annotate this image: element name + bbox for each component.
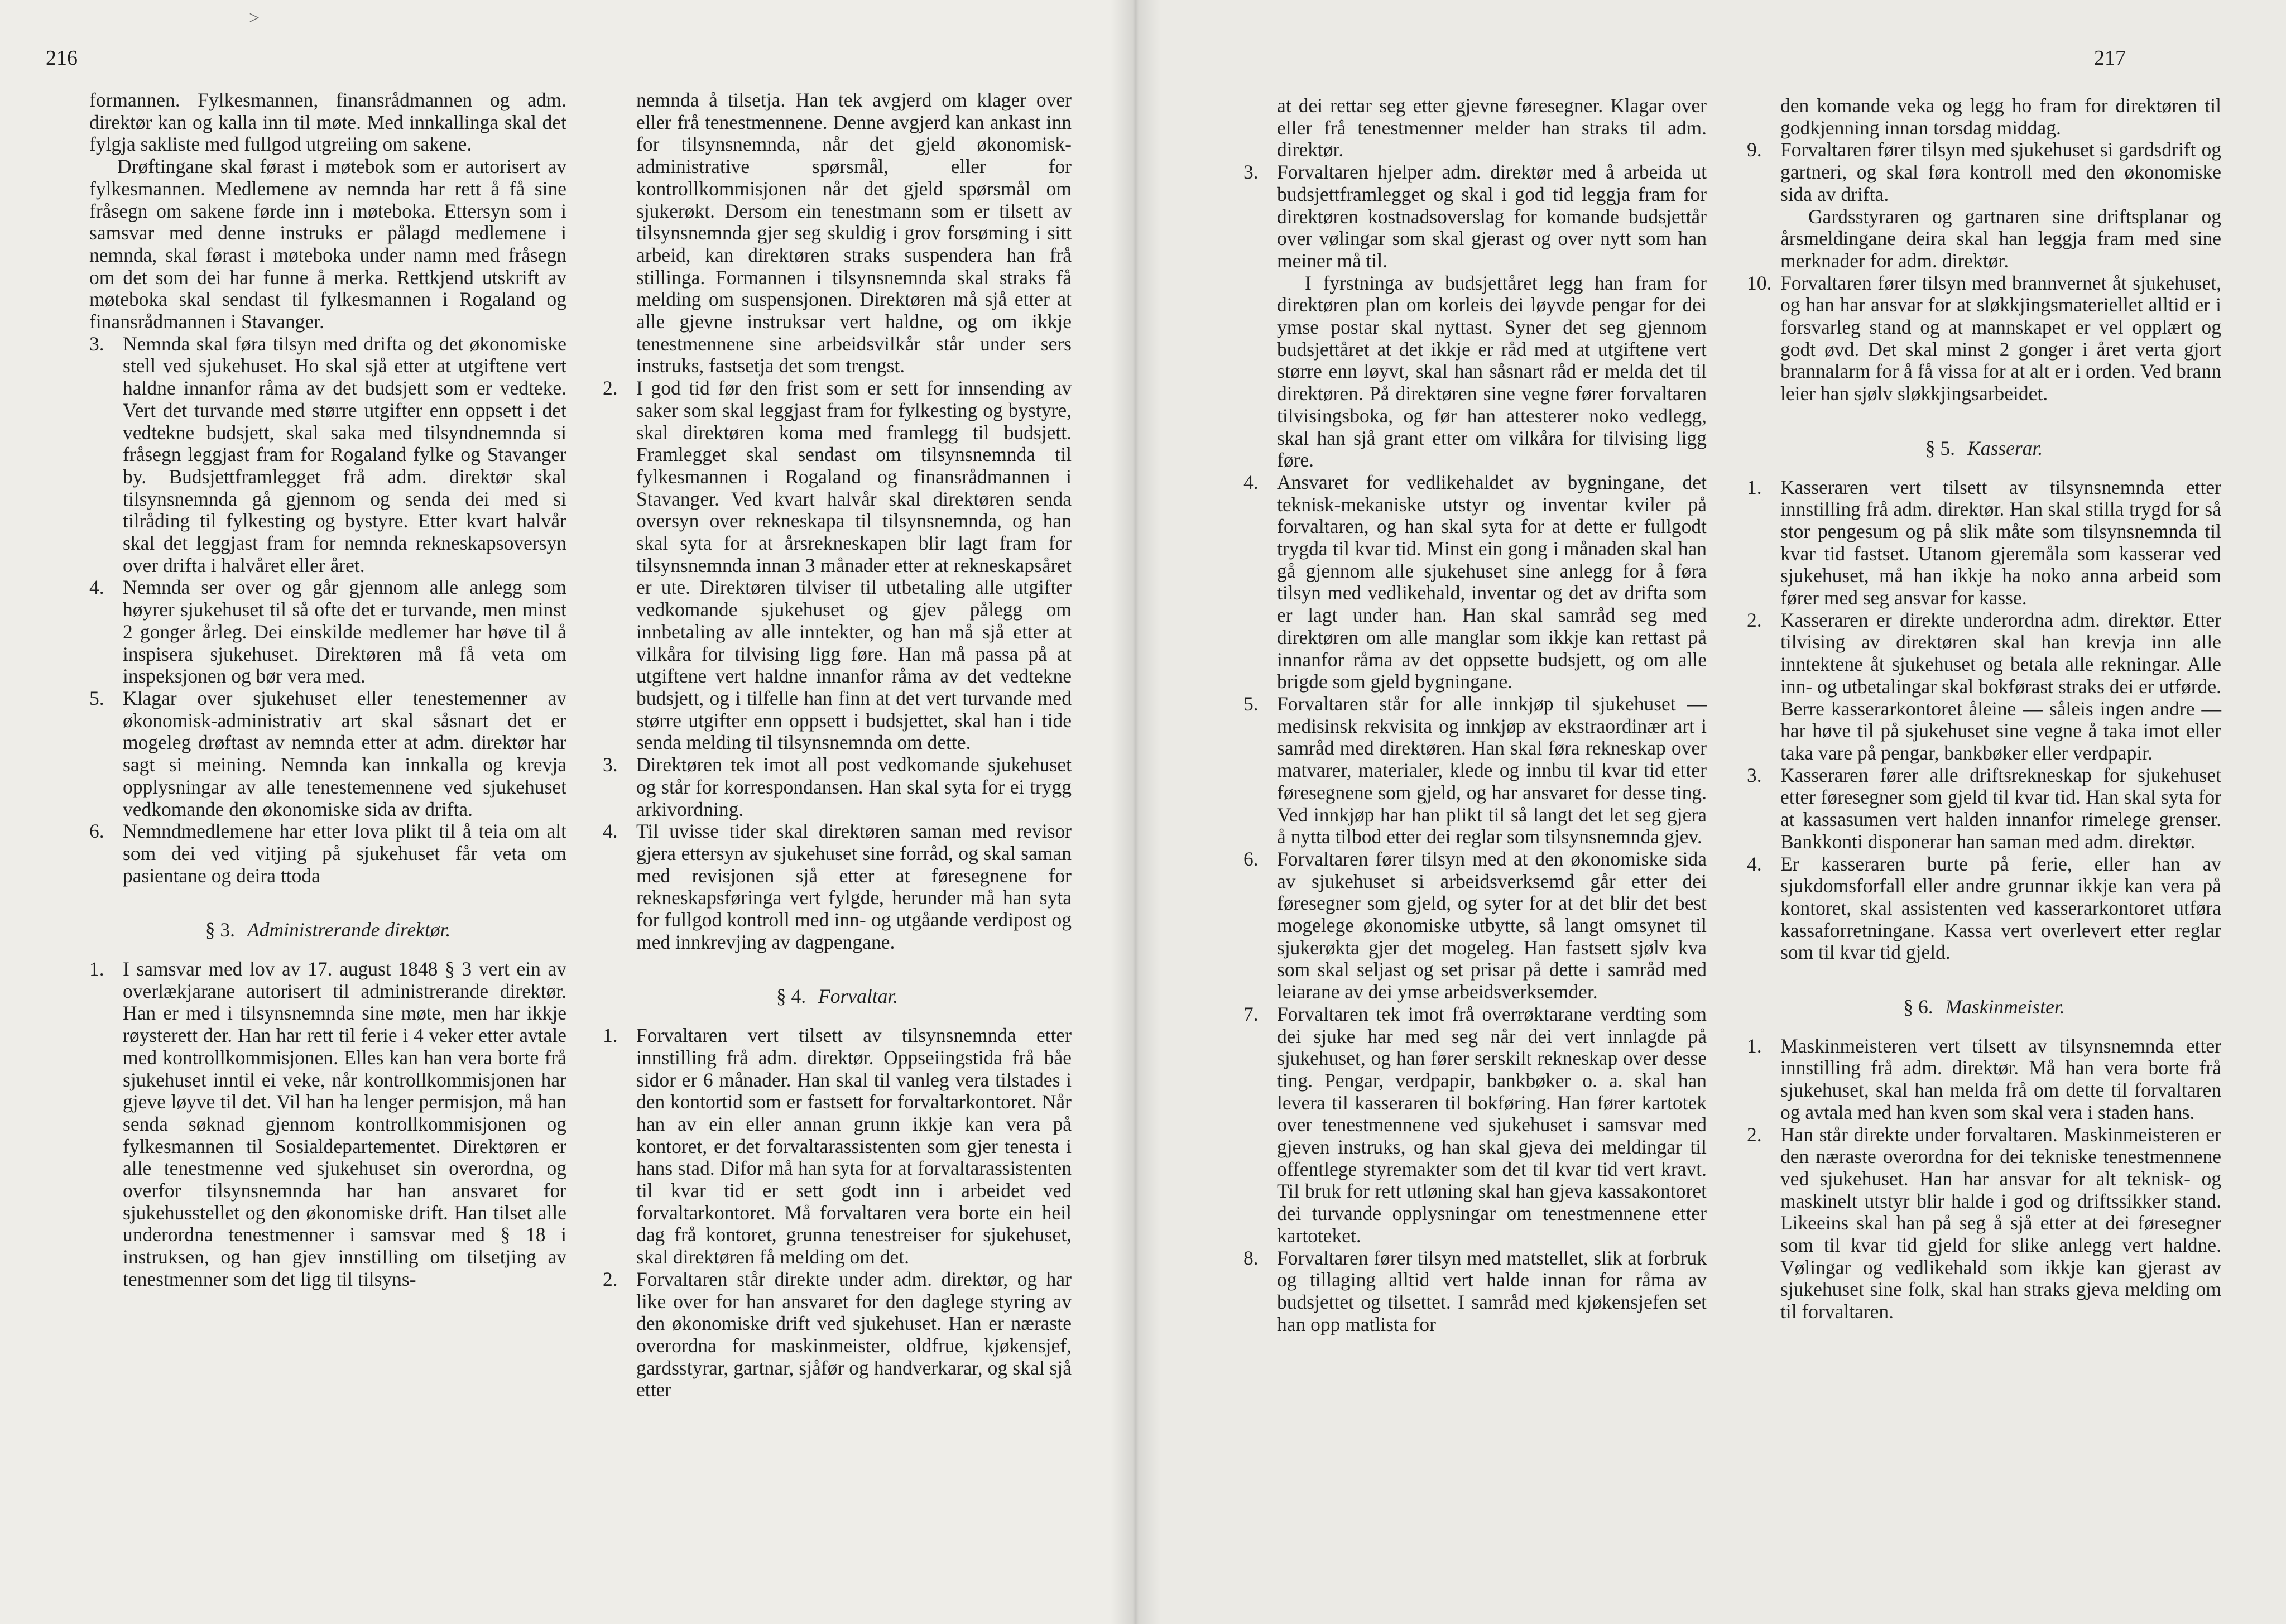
list-item bbox=[603, 377, 1072, 754]
item-number: 1. bbox=[1747, 1034, 1762, 1057]
item-text: Han står direkte under forvaltaren. Maskinmeisteren er den næraste overordna for dei tekniske tenestmennene ved sjukehuset. Han har ansvar for alt teknisk- og maskinelt utstyr blir halde i god og driftssikker stand. Likeeins skal han på seg å sjå etter at dei føresegner som til kvar tid gjeld for slike anlegg vert haldne. Vølingar og vedlikehald som ikkje kan gjerast av sjukehuset sine folk, skal han straks gjeva melding om til forvaltaren. bbox=[1780, 1123, 2221, 1323]
item-number: 1. bbox=[603, 1024, 618, 1047]
list-item bbox=[1747, 139, 2221, 272]
left-page-column-1 bbox=[89, 89, 566, 1291]
item-number: 6. bbox=[89, 820, 104, 843]
list-item bbox=[1243, 161, 1707, 472]
item-number: 4. bbox=[603, 820, 618, 843]
paragraph: Drøftingane skal førast i møtebok som er autorisert av fylkesmannen. Medlemene av nemnda har rett å få sine fråsegn om sakene førde inn i møteboka. Ettersyn som i samsvar med denne instruks er pålagd medlemene i nemnda, skal førast i møteboka under namn med fråsegn om det som dei har funne å merka. Rettkjend utskrift av møteboka skal sendast til fylkesmannen i Rogaland og finansrådmannen i Stavanger. bbox=[89, 155, 566, 333]
item-text: Nemnda ser over og går gjennom alle anlegg som høyrer sjukehuset til så ofte det er turvande, men minst 2 gonger årleg. Dei einskilde medlemer har høve til å inspisera sjukehuset. Direktøren må få veta om inspeksjonen og bør vera med. bbox=[123, 576, 566, 688]
item-number: 4. bbox=[89, 576, 104, 599]
item-number: 3. bbox=[1747, 763, 1762, 786]
margin-mark: > bbox=[249, 8, 260, 28]
item-number: 4. bbox=[1243, 470, 1259, 493]
item-text: Direktøren tek imot all post vedkomande sjukehuset og står for korrespondansen. Han skal syta for ei trygg arkivordning. bbox=[636, 753, 1072, 820]
item-number: 9. bbox=[1747, 138, 1762, 161]
list-item bbox=[1747, 1035, 2221, 1124]
item-text: Forvaltaren fører tilsyn med brannvernet åt sjukehuset, og han har ansvar for at sløkkjingsmateriellet alltid er i forsvarleg stand og at mannskapet er vel opplært og godt øvd. Det skal minst 2 gonger i året verta gjort brannalarm for å få vissa for at alt er i orden. Ved brann leier han sjølv sløkkjingsarbeidet. bbox=[1780, 271, 2221, 405]
paragraph: den komande veka og legg ho fram for direktøren til godkjenning innan torsdag middag. bbox=[1780, 94, 2221, 139]
item-text: Forvaltaren fører tilsyn med at den økonomiske sida av sjukehuset si arbeidsverksemd går etter dei føresegner som gjeld, og syter for at det blir det best mogelege økonomiske utbytte, så langt omsynet til sjukerøkta gjer det mogeleg. Han fastsett sjølv kva som skal seljast og set prisar på dette i samråd med leiarane av dei ymse arbeidsverksemder. bbox=[1277, 847, 1707, 1003]
item-text: Nemndmedlemene har etter lova plikt til å teia om alt som dei ved vitjing på sjukehuset får veta om pasientane og deira ttoda bbox=[123, 820, 566, 887]
item-text: I samsvar med lov av 17. august 1848 § 3 vert ein av overlækjarane autorisert til administrerande direktør. Han er med i tilsynsnemnda sine møte, men har ikkje røysterett der. Han har rett til ferie i 4 veker etter avtale med kontrollkommisjonen. Elles kan han vera borte frå sjukehuset inntil ei veke, når kontrollkommisjonen har gjeve løyve til det. Vil han ha lenger permisjon, må han senda søknad gjennom kontrollkommisjonen og fylkesmannen til Sosialdepartementet. Direktøren er alle tenestmenne ved sjukehuset sin overordna, og overfor tilsynsnemnda har han ansvaret for sjukehusstellet og den økonomiske drift. Han tilset alle underordna tenestmenner i samsvar med § 18 i instruksen, og han gjev innstilling om tilsetjing av tenestmenner som det ligg til tilsyns- bbox=[123, 958, 566, 1290]
list-item bbox=[89, 688, 566, 820]
left-page bbox=[0, 0, 1133, 1624]
page-number-left: 216 bbox=[46, 46, 78, 70]
section-title: Administrerande direktør. bbox=[247, 919, 451, 941]
list-item bbox=[89, 333, 566, 577]
section-heading bbox=[89, 919, 566, 941]
right-page-column-2 bbox=[1747, 95, 2221, 1323]
item-text: Forvaltaren fører tilsyn med sjukehuset si gardsdrift og gartneri, og skal føra kontroll med den økonomiske sida av drifta. bbox=[1780, 138, 2221, 205]
item-text: I fyrstninga av budsjettåret legg han fram for direktøren plan om korleis dei løyvde pengar for dei ymse postar skal nyttast. Syner det seg gjennom budsjettåret at det ikkje er råd med at utgiftene vert større enn løyvt, skal han såsnart råd er melda det til direktøren. På direktøren sine vegne fører forvaltaren tilvisingsboka, og før han attesterer noko vedlegg, skal han sjå grant etter om vilkåra for tilvising ligg føre. bbox=[1277, 271, 1707, 472]
item-text: Kasseraren fører alle driftsrekneskap for sjukehuset etter føresegner som gjeld til kvar tid. Han skal syta for at kassasumen vert halden innanfor rimelege grenser. Bankkonti disponerar han saman med adm. direktør. bbox=[1780, 763, 2221, 853]
item-text: Kasseraren vert tilsett av tilsynsnemnda etter innstilling frå adm. direktør. Han skal stilla trygd for så stor pengesum og på slik måte som tilsynsnemnda til kvar tid fastset. Utanom gjeremåla som kasserar ved sjukehuset, må han ikkje ha noko anna arbeid som fører med seg ansvar for kasse. bbox=[1780, 475, 2221, 609]
list-item bbox=[1747, 609, 2221, 765]
list-item bbox=[1747, 272, 2221, 405]
list-item bbox=[1243, 1247, 1707, 1336]
item-text: Forvaltaren vert tilsett av tilsynsnemnda etter innstilling frå adm. direktør. Oppseiingstida frå båe sidor er 6 månader. Han skal til vanleg vera tilstades i den kontortid som er fastsett for forvaltarkontoret. Når han av ein eller annan grunn ikkje kan vera på kontoret, er det forvaltarassistenten som gjer tenesta i hans stad. Difor må han syta for at forvaltarassistenten til kvar tid er sett godt inn i arbeidet ved forvaltarkontoret. Må forvaltaren vera borte ein heil dag frå kontoret, grunna tenestreiser for sjukehuset, skal direktøren få melding om det. bbox=[636, 1024, 1072, 1269]
item-text: Forvaltaren tek imot frå overrøktarane verdting som dei sjuke har med seg når dei vert innlagde på sjukehuset, og han fører serskilt rekneskap over desse ting. Pengar, verdpapir, bankbøker o. a. skal han levera til kasseraren til bokføring. Han fører kartotek over tenestmennene ved sjukehuset i samsvar med gjeven instruks, og han skal gjeva dei meldingar til offentlege styremakter som det til kvar tid vert kravt. Til bruk for rett utløning skal han gjeva kassakontoret dei turvande opplysningar om tenestmennene etter kartoteket. bbox=[1277, 1002, 1707, 1247]
item-number: 5. bbox=[89, 686, 104, 709]
list-item bbox=[1243, 848, 1707, 1003]
item-text: Maskinmeisteren vert tilsett av tilsynsnemnda etter innstilling frå adm. direktør. Må han vera borte frå sjukehuset, skal han melda frå om dette til forvaltaren og avtala med han kven som skal vera i staden hans. bbox=[1780, 1034, 2221, 1123]
page-number-right: 217 bbox=[2094, 46, 2126, 70]
list-item bbox=[603, 754, 1072, 820]
section-number: § 6. bbox=[1903, 996, 1933, 1018]
item-number: 4. bbox=[1747, 852, 1762, 875]
item-text: Forvaltaren står for alle innkjøp til sjukehuset — medisinsk rekvisita og innkjøp av ekstraordinær art i samråd med direktøren. Han skal føra rekneskap over matvarer, materialer, klede og innbu til kvar tid etter føresegnene som gjeld, og har ansvaret for desse ting. Ved innkjøp har han plikt til så langt det let seg gjera å nytta tilbod etter dei reglar som tilsynsnemnda gjev. bbox=[1277, 692, 1707, 848]
item-number: 3. bbox=[1243, 161, 1259, 184]
item-text: Til uvisse tider skal direktøren saman med revisor gjera ettersyn av sjukehuset sine forråd, og skal saman med revisjonen sjå etter at føresegnene for rekneskapsføringa vert fylgde, herunder må han syta for fullgod kontroll med inn- og utgåande verdipost og med innkrevjing av dagpengane. bbox=[636, 820, 1072, 953]
list-item bbox=[89, 958, 566, 1291]
section-number: § 5. bbox=[1925, 436, 1956, 459]
item-text: Klagar over sjukehuset eller tenestemenner av økonomisk-administrativ art skal såsnart det er mogeleg drøftast av nemnda etter at adm. direktør har sagt si meining. Nemnda kan innkalla og krevja opplysningar av alle tenestemennene ved sjukehuset vedkomande den økonomiske sida av drifta. bbox=[123, 686, 566, 820]
section-title: Maskinmeister. bbox=[1945, 996, 2065, 1018]
list-item bbox=[1747, 853, 2221, 964]
item-text: Forvaltaren hjelper adm. direktør med å arbeida ut budsjettframlegget og skal i god tid leggja fram for direktøren kostnadsoverslag for komande budsjettår over vølingar som skal gjerast og over nytt som han meiner må til. bbox=[1277, 161, 1707, 272]
list-item bbox=[89, 576, 566, 688]
item-number: 2. bbox=[1747, 608, 1762, 631]
list-item bbox=[1243, 1003, 1707, 1247]
item-text: Kasseraren er direkte underordna adm. direktør. Etter tilvising av direktøren skal han krevja inn alle inntektene åt sjukehuset og betala alle rekningar. Alle inn- og utbetalingar skal bokførast straks dei er utførde. Berre kasserarkontoret åleine — såleis ingen andre — har høve til på sjukehuset sine vegne å taka imot eller taka vare på pengar, bankbøker eller verdpapir. bbox=[1780, 608, 2221, 764]
item-text: Ansvaret for vedlikehaldet av bygningane, det teknisk-mekaniske utstyr og inventar kviler på forvaltaren, og han skal syta for at dette er fullgodt trygda til kvar tid. Minst ein gong i månaden skal han gå gjennom alle sjukehuset sine anlegg for å føra tilsyn med vedlikehald, inventar og det av drifta som er lagt under han. Han skal samråd seg med direktøren om alle manglar som ikkje kan rettast på innanfor råma av det oppsette budsjett, og om alle brigde som gjeld bygningane. bbox=[1277, 470, 1707, 693]
item-number: 6. bbox=[1243, 847, 1259, 870]
item-number: 5. bbox=[1243, 692, 1259, 715]
paragraph: at dei rettar seg etter gjevne føresegner. Klagar over eller frå tenestmenner melder han straks til adm. direktør. bbox=[1277, 94, 1707, 161]
paragraph: formannen. Fylkesmannen, finansrådmannen og adm. direktør kan og kalla inn til møte. Med innkallinga skal det fylgja sakliste med fullgod utgreiing om sakene. bbox=[89, 89, 566, 156]
list-item bbox=[1747, 1124, 2221, 1323]
item-number: 3. bbox=[89, 332, 104, 355]
item-text: Er kasseraren burte på ferie, eller han av sjukdomsforfall eller andre grunnar ikkje kan vera på kontoret, skal assistenten ved kasserarkontoret utføra kassaforretningane. Kassa vert overlevert etter reglar som til kvar tid gjeld. bbox=[1780, 852, 2221, 964]
item-number: 3. bbox=[603, 753, 618, 776]
list-item bbox=[603, 1269, 1072, 1401]
list-item bbox=[89, 820, 566, 887]
item-number: 1. bbox=[89, 958, 104, 981]
item-number: 10. bbox=[1747, 271, 1772, 294]
list-item bbox=[603, 820, 1072, 953]
section-heading bbox=[1747, 438, 2221, 460]
list-item bbox=[603, 1025, 1072, 1269]
section-heading bbox=[603, 986, 1072, 1008]
item-number: 2. bbox=[603, 1267, 618, 1290]
list-item bbox=[1243, 472, 1707, 693]
item-number: 8. bbox=[1243, 1246, 1259, 1269]
item-text: Gardsstyraren og gartnaren sine driftsplanar og årsmeldingane deira skal han leggja fram med sine merknader for adm. direktør. bbox=[1780, 205, 2221, 272]
section-title: Kasserar. bbox=[1967, 436, 2043, 459]
left-page-column-2 bbox=[603, 89, 1072, 1401]
item-text: Nemnda skal føra tilsyn med drifta og det økonomiske stell ved sjukehuset. Ho skal sjå etter at utgiftene vert haldne innanfor råma av det budsjett som er vedteke. Vert det turvande med større utgifter enn oppsett i det vedtekne budsjett, skal saka med tilsyndnemnda si fråsegn leggjast fram for Rogaland fylke og Stavanger by. Budsjettframlegget frå adm. direktør skal tilsynsnemnda gå gjennom og senda dei med si tilråding til fylkesting og bystyre. Etter kvart halvår skal det leggjast fram for nemnda rekneskapsoversyn over drifta i halvåret eller året. bbox=[123, 332, 566, 576]
section-heading bbox=[1747, 996, 2221, 1018]
list-item bbox=[1747, 765, 2221, 853]
item-text: I god tid før den frist som er sett for innsending av saker som skal leggjast fram for fylkesting og bystyre, skal direktøren koma med framlegg til budsjett. Framlegget skal sendast om tilsynsnemnda til fylkesmannen i Rogaland og finansrådmannen i Stavanger. Ved kvart halvår skal direktøren senda oversyn over rekneskapa til tilsynsnemnda, og han skal syta for at årsrekneskapen blir lagt fram for tilsynsnemnda innan 3 månader etter at rekneskapsåret er ute. Direktøren tilviser til utbetaling alle utgifter vedkomande sjukehuset og gjev pålegg om innbetaling av alle inntekter, og han må sjå etter at vilkåra for tilvising ligg føre. Han må passa på at utgiftene vert haldne innanfor råma av det vedtekne budsjett, og i tilfelle han finn at det vert turvande med større utgifter enn oppsett i budsjettet, skal han i tide senda melding til tilsynsnemnda om dette. bbox=[636, 377, 1072, 754]
paragraph: nemnda å tilsetja. Han tek avgjerd om klager over eller frå tenestmennene. Denne avgjerd kan ankast inn for tilsynsnemnda, når det gjeld økonomisk-administrative spørsmål, eller for kontrollkommisjonen når det gjeld spørsmål om sjukerøkt. Dersom ein tenestmann som er tilsett av tilsynsnemnda gjer seg skuldig i grov forsøming i sitt arbeid, kan direktøren straks suspendera han frå stillinga. Formannen i tilsynsnemnda skal straks få melding om suspensjonen. Direktøren må sjå etter at alle gjevne instruksar vert haldne, og om ikkje tenestmennene sine arbeidsvilkår står under sers instruks, fastsetja det som trengst. bbox=[636, 89, 1072, 377]
item-number: 1. bbox=[1747, 475, 1762, 498]
right-page-column-1 bbox=[1243, 95, 1707, 1335]
list-item bbox=[1747, 477, 2221, 609]
section-number: § 4. bbox=[776, 985, 806, 1008]
item-text: Forvaltaren fører tilsyn med matstellet, slik at forbruk og tillaging alltid vert halde innan for råma av budsjettet og tilsettet. I samråd med kjøkensjefen set han opp matlista for bbox=[1277, 1246, 1707, 1335]
list-item bbox=[1243, 693, 1707, 848]
item-number: 2. bbox=[603, 377, 618, 400]
item-number: 7. bbox=[1243, 1002, 1259, 1025]
section-title: Forvaltar. bbox=[818, 985, 899, 1008]
section-number: § 3. bbox=[205, 919, 236, 941]
item-text: Forvaltaren står direkte under adm. direktør, og har like over for han ansvaret for den daglege styring av den økonomiske drift ved sjukehuset. Han er næraste overordna for maskinmeister, oldfrue, kjøkensjef, gardsstyrar, gartnar, sjåfør og handverkarar, og skal sjå etter bbox=[636, 1267, 1072, 1401]
item-number: 2. bbox=[1747, 1123, 1762, 1146]
